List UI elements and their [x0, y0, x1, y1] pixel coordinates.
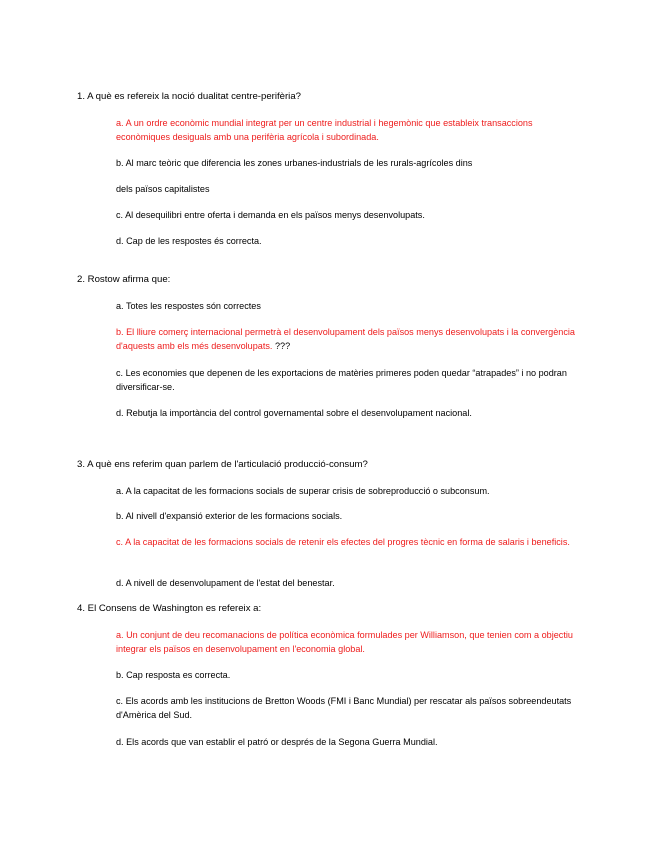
question-4-option-d: d. Els acords que van establir el patró or després de la Segona Guerra Mundial.	[116, 737, 438, 747]
question-4-stem: 4. El Consens de Washington es refereix a:	[77, 603, 262, 614]
question-1-option-d: d. Cap de les respostes és correcta.	[116, 236, 262, 246]
question-1-option-c: c. Al desequilibri entre oferta i demanda en els països menys desenvolupats.	[116, 210, 425, 220]
question-2-option-c: c. Les economies que depenen de les exportacions de matèries primeres poden quedar “atrapades” i no podran diversificar-se.	[116, 368, 567, 392]
question-1-option-b: b. Al marc teòric que diferencia les zones urbanes-industrials de les rurals-agrícoles dins	[116, 158, 473, 168]
question-2-option-b-mark: ???	[272, 341, 291, 351]
question-4-option-a: a. Un conjunt de deu recomanacions de política econòmica formulades per Williamson, que tenien com a objectiu integrar els països en desenvolupament en l'economia global.	[116, 630, 573, 654]
question-2-option-a: a. Totes les respostes són correctes	[116, 301, 261, 311]
question-4-option-b: b. Cap resposta es correcta.	[116, 670, 231, 680]
question-1-option-b-continued: dels països capitalistes	[116, 184, 210, 194]
question-3-option-a: a. A la capacitat de les formacions socials de superar crisis de sobreproducció o subconsum.	[116, 486, 490, 496]
question-3-option-d: d. A nivell de desenvolupament de l'estat del benestar.	[116, 578, 335, 588]
question-3-option-b: b. Al nivell d'expansió exterior de les formacions socials.	[116, 511, 343, 521]
question-2-option-d: d. Rebutja la importància del control governamental sobre el desenvolupament nacional.	[116, 408, 472, 418]
question-3-option-c: c. A la capacitat de les formacions socials de retenir els efectes del progres tècnic en forma de salaris i beneficis.	[116, 537, 570, 547]
question-2-option-b-text: b. El lliure comerç internacional permetrà el desenvolupament dels països menys desenvolupats i la convergència d'aquests amb els més desenvolupats.	[116, 327, 575, 351]
question-4-option-c: c. Els acords amb les institucions de Bretton Woods (FMI i Banc Mundial) per rescatar als països sobreendeutats d'Amèrica del Sud.	[116, 696, 572, 720]
question-3-stem: 3. A què ens referim quan parlem de l'articulació producció-consum?	[77, 459, 368, 470]
question-2-stem: 2. Rostow afirma que:	[77, 274, 171, 285]
question-2-option-b	[116, 325, 584, 353]
question-1-stem: 1. A què es refereix la noció dualitat centre-perifèria?	[77, 91, 301, 102]
question-1-option-a: a. A un ordre econòmic mundial integrat per un centre industrial i hegemònic que estableix transaccions econòmiques desiguals amb una perifèria agrícola i subordinada.	[116, 118, 533, 142]
